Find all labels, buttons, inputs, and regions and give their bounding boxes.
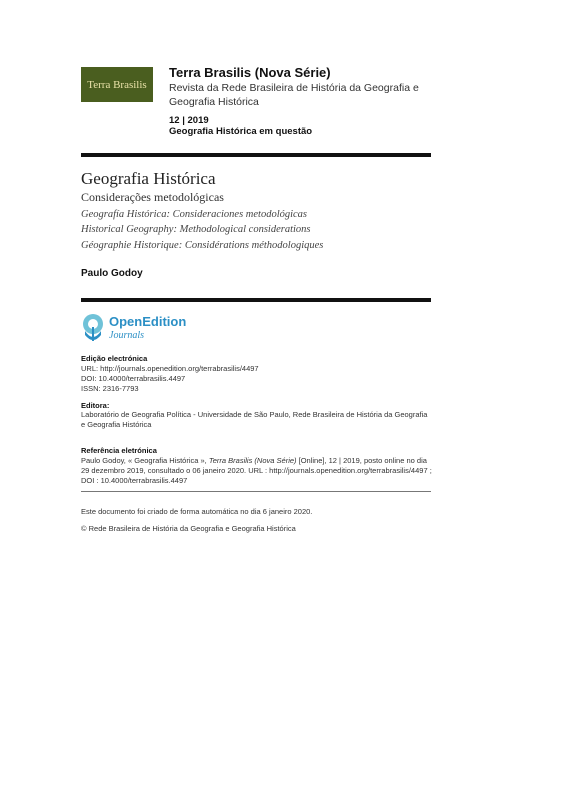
issue-theme: Geografia Histórica em questão	[169, 126, 313, 137]
journal-subtitle: Revista da Rede Brasileira de História da Geografia e Geografia Histórica	[169, 82, 419, 108]
journal-title: Terra Brasilis (Nova Série)	[169, 65, 331, 80]
reference-journal: Terra Brasilis (Nova Série)	[208, 456, 297, 465]
reference-heading: Referência eletrónica	[81, 446, 157, 455]
article-subtitle: Considerações metodológicas	[81, 190, 224, 204]
article-title: Geografia Histórica	[81, 169, 216, 188]
copyright-note: © Rede Brasileira de História da Geografia e Geografia Histórica	[81, 524, 296, 533]
reference-text	[81, 456, 433, 486]
editor-heading: Editora:	[81, 401, 110, 410]
reference-after: [Online], 12 | 2019, posto online no dia 29 dezembro 2019, consultado o 06 janeiro 2020. URL : http://journals.openedition.org/terrabrasilis/4497 ; DOI : 10.4000/terrabrasilis.4497	[81, 456, 432, 485]
created-note: Este documento foi criado de forma automática no dia 6 janeiro 2020.	[81, 507, 313, 516]
reference-before: Paulo Godoy, « Geografia Histórica »,	[81, 456, 209, 465]
article-author: Paulo Godoy	[81, 268, 143, 279]
openedition-icon	[81, 313, 105, 343]
edition-issn: ISSN: 2316-7793	[81, 384, 139, 393]
divider-middle	[81, 298, 431, 302]
openedition-logo	[81, 313, 201, 345]
issue-number: 12 | 2019	[169, 115, 209, 126]
edition-url[interactable]: URL: http://journals.openedition.org/terrabrasilis/4497	[81, 364, 259, 373]
openedition-name: OpenEdition	[109, 314, 187, 329]
edition-doi[interactable]: DOI: 10.4000/terrabrasilis.4497	[81, 374, 186, 383]
alt-title-spanish: Geografía Histórica: Consideraciones metodológicas	[81, 209, 308, 220]
divider-bottom	[81, 491, 431, 492]
edition-heading: Edição electrónica	[81, 354, 148, 363]
journal-logo	[81, 67, 153, 102]
divider-top	[81, 153, 431, 157]
openedition-journals: Journals	[109, 330, 144, 341]
alt-title-french: Géographie Historique: Considérations méthodologiques	[81, 240, 324, 251]
alt-title-english: Historical Geography: Methodological considerations	[81, 224, 311, 235]
journal-logo-text: Terra Brasilis	[87, 78, 147, 91]
editor-text: Laboratório de Geografia Política - Universidade de São Paulo, Rede Brasileira de História da Geografia e Geografia Histórica	[81, 410, 428, 429]
